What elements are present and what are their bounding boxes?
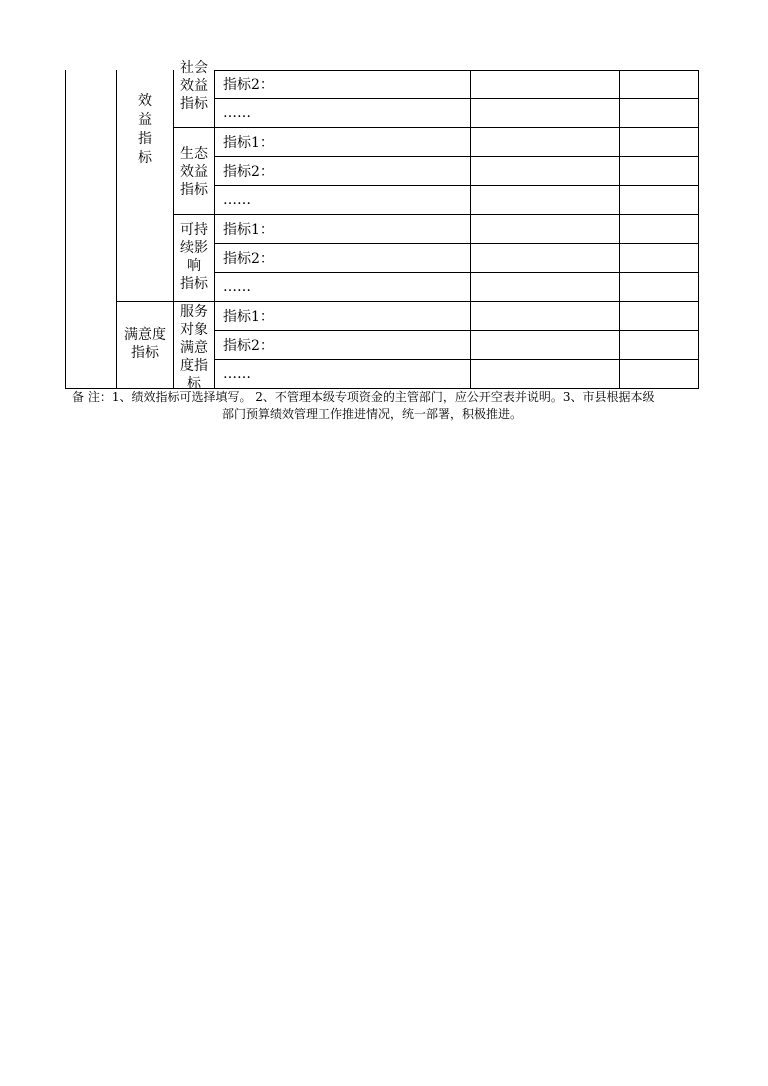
subgroup-label-ecological: 生态 效益 指标 xyxy=(180,146,208,198)
column-divider-5 xyxy=(619,70,620,389)
table-border-right xyxy=(698,70,699,389)
indicator-cell: 指标1： xyxy=(223,135,274,151)
footnote-line-1: 备 注：1、绩效指标可选择填写。 2、不管理本级专项资金的主管部门，应公开空表并说明。3、市县根据本级 xyxy=(72,390,655,404)
indicator-cell: 指标2： xyxy=(223,338,274,354)
indicator-cell: …… xyxy=(223,279,251,295)
footnote-line-2: 部门预算绩效管理工作推进情况，统一部署，积极推进。 xyxy=(222,407,523,421)
column-divider-4 xyxy=(470,70,471,389)
subgroup-label-social: 社会 效益 指标 xyxy=(180,60,208,112)
row-line xyxy=(214,185,699,186)
indicator-cell: …… xyxy=(223,366,251,382)
subgroup-label-sustainable: 可持 续影 响 指标 xyxy=(180,222,208,292)
row-line xyxy=(214,70,699,71)
row-line xyxy=(214,359,699,360)
row-line xyxy=(173,127,699,128)
row-line xyxy=(214,243,699,244)
indicator-cell: …… xyxy=(223,105,251,121)
group-label-satisfaction: 满意度 指标 xyxy=(124,327,166,361)
table-border-left xyxy=(65,70,66,389)
group-label-benefit: 效 益 指 标 xyxy=(138,93,152,166)
row-line xyxy=(214,330,699,331)
indicator-cell: 指标2： xyxy=(223,251,274,267)
row-line xyxy=(214,156,699,157)
table-footnote xyxy=(72,389,702,423)
column-divider-3 xyxy=(214,70,215,389)
indicator-cell: 指标2： xyxy=(223,164,274,180)
subgroup-label-service-satisfaction: 服务 对象 满意 度指 标 xyxy=(180,304,208,392)
row-line xyxy=(173,214,699,215)
indicator-cell: 指标2： xyxy=(223,77,274,93)
row-line xyxy=(214,98,699,99)
row-line xyxy=(214,272,699,273)
indicator-cell: 指标1： xyxy=(223,309,274,325)
indicator-cell: 指标1： xyxy=(223,222,274,238)
indicator-cell: …… xyxy=(223,192,251,208)
row-line xyxy=(116,301,699,302)
